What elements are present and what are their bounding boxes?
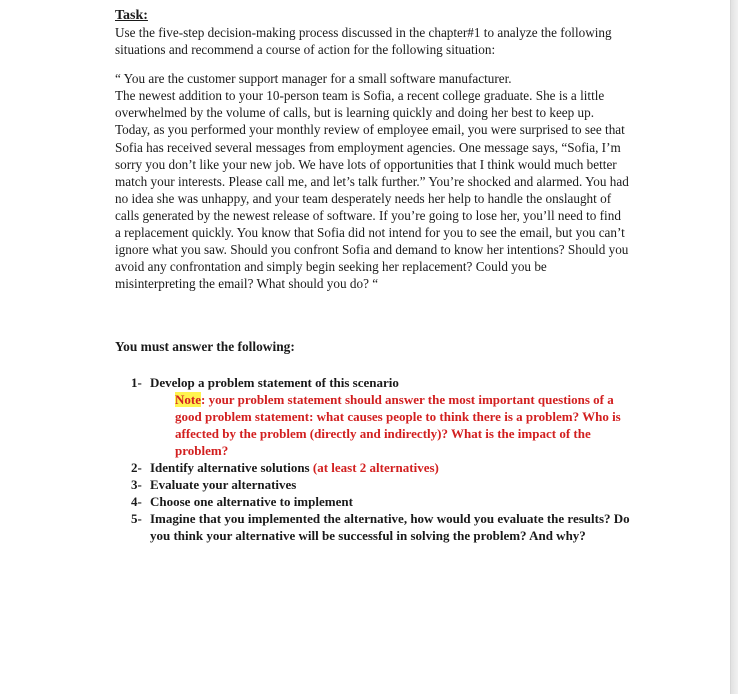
note-label: Note <box>175 391 201 407</box>
document-content <box>115 7 630 544</box>
item-number: 1- <box>131 374 142 390</box>
page-edge-shadow <box>731 0 738 694</box>
item-number: 5- <box>131 510 142 526</box>
list-item <box>115 476 630 493</box>
item-text: Evaluate your alternatives <box>150 476 297 492</box>
list-item <box>115 493 630 510</box>
task-intro: Use the five-step decision-making process discussed in the chapter#1 to analyze the following situations and recommend a course of action for the following situation: <box>115 25 612 58</box>
item-number: 4- <box>131 493 142 509</box>
item-text: Identify alternative solutions <box>150 459 313 475</box>
requirements-list <box>115 374 630 544</box>
task-title: Task: <box>115 8 148 23</box>
list-item <box>115 374 630 459</box>
note-block <box>175 391 630 459</box>
item-number: 3- <box>131 476 142 492</box>
list-item <box>115 510 630 544</box>
requirements-heading: You must answer the following: <box>115 339 295 355</box>
item-number: 2- <box>131 459 142 475</box>
scenario-text: “ You are the customer support manager for a small software manufacturer. The newest addition to your 10-person team is Sofia, a recent college graduate. She is a little overwhelmed by the volume of calls, but is learning quickly and doing her best to keep up. Today, as you performed your monthly review of employee email, you were surprised to see that Sofia has received several messages from employment agencies. One message says, “Sofia, I’m sorry you don’t like your new job. We have lots of opportunities that I think would much better match your interests. Please call me, and let’s talk further.” You’re shocked and alarmed. You had no idea she was unhappy, and your team desperately needs her help to handle the onslaught of calls generated by the newest release of software. If you’re going to lose her, you’ll need to find a replacement quickly. You know that Sofia did not intend for you to see the email, but you can’t ignore what you saw. Should you confront Sofia and demand to know her intentions? Should you avoid any confrontation and simply begin seeking her replacement? Could you be misinterpreting the email? What should you do? “ <box>115 71 629 292</box>
list-item <box>115 459 630 476</box>
item-text: Imagine that you implemented the alternative, how would you evaluate the results? Do you think your alternative will be successful in solving the problem? And why? <box>150 510 630 543</box>
item-text: Choose one alternative to implement <box>150 493 353 509</box>
note-text: : your problem statement should answer the most important questions of a good problem statement: what causes people to think there is a problem? Who is affected by the problem (directly and indirectly)? What is the impact of the problem? <box>175 391 621 458</box>
item-text: Develop a problem statement of this scenario <box>150 374 399 390</box>
item-red-text: (at least 2 alternatives) <box>312 459 439 475</box>
